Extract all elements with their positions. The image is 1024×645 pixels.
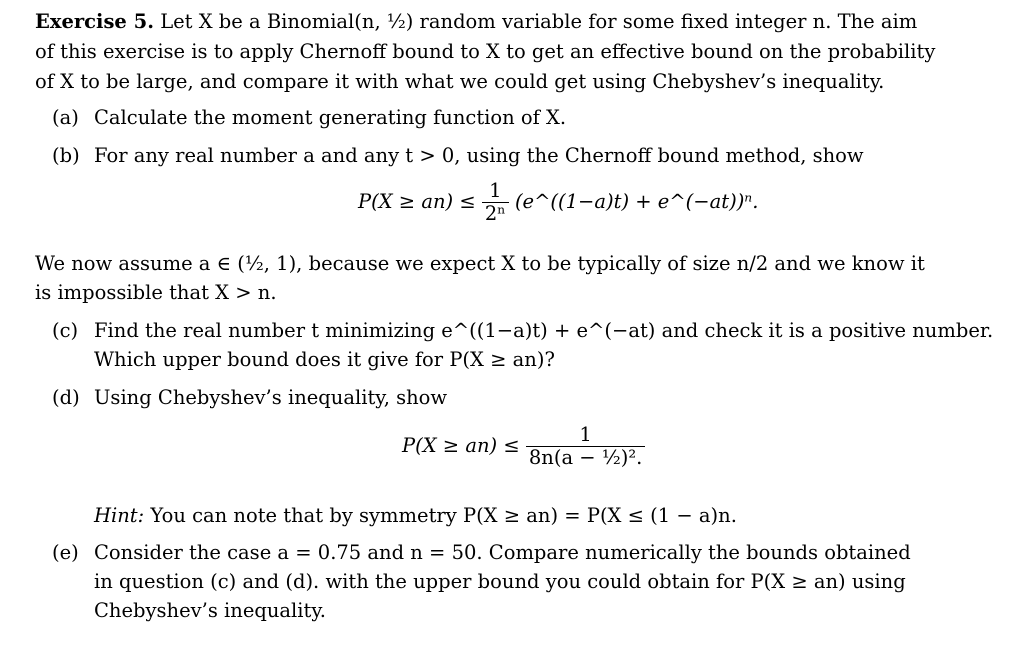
part-a-text: Calculate the moment generating function of X.	[94, 106, 567, 129]
part-c-label: (c)	[52, 319, 79, 342]
part-b-text: For any real number a and any t > 0, using the Chernoff bound method, show	[94, 144, 864, 167]
part-d-text: Using Chebyshev’s inequality, show	[94, 386, 448, 409]
chebyshev-equation	[402, 424, 645, 469]
assume-line-1: We now assume a ∈ (½, 1), because we expect X to be typically of size n/2 and we know it	[35, 252, 925, 275]
hint-text: You can note that by symmetry P(X ≥ an) = P(X ≤ (1 − a)n.	[150, 504, 737, 527]
chebyshev-lhs: P(X ≥ an) ≤	[402, 434, 520, 457]
chebyshev-frac-den: 8n(a − ½)².	[528, 446, 643, 469]
chernoff-lhs: P(X ≥ an) ≤	[358, 190, 476, 213]
part-c-line-1: Find the real number t minimizing e^((1−a)t) + e^(−at) and check it is a positive number.	[94, 319, 994, 342]
intro-line-1	[35, 8, 917, 36]
part-d-label: (d)	[52, 386, 80, 409]
intro-line-2: of this exercise is to apply Chernoff bound to X to get an effective bound on the probability	[35, 40, 936, 63]
part-e-line-3: Chebyshev’s inequality.	[94, 599, 326, 622]
part-e-line-2: in question (c) and (d). with the upper bound you could obtain for P(X ≥ an) using	[94, 570, 906, 593]
intro-line-3: of X to be large, and compare it with what we could get using Chebyshev’s inequality.	[35, 70, 885, 93]
part-e-line-1: Consider the case a = 0.75 and n = 50. Compare numerically the bounds obtained	[94, 541, 911, 564]
part-a-label: (a)	[52, 106, 79, 129]
assume-line-2: is impossible that X > n.	[35, 281, 277, 304]
hint-label: Hint:	[94, 504, 145, 527]
chernoff-equation	[358, 180, 758, 225]
part-c-line-2: Which upper bound does it give for P(X ≥ an)?	[94, 348, 555, 371]
hint-line	[94, 502, 737, 530]
chernoff-fraction	[482, 180, 509, 225]
chernoff-frac-den: 2ⁿ	[484, 202, 506, 225]
intro-text-1: Let X be a Binomial(n, ½) random variable for some fixed integer n. The aim	[160, 10, 918, 33]
part-e-label: (e)	[52, 541, 79, 564]
chernoff-frac-num: 1	[482, 180, 509, 203]
chernoff-body: (e^((1−a)t) + e^(−at))ⁿ.	[514, 190, 759, 213]
exercise-label: Exercise 5.	[35, 10, 154, 33]
chebyshev-frac-num: 1	[526, 424, 645, 447]
part-b-label: (b)	[52, 144, 80, 167]
chebyshev-fraction	[526, 424, 645, 469]
